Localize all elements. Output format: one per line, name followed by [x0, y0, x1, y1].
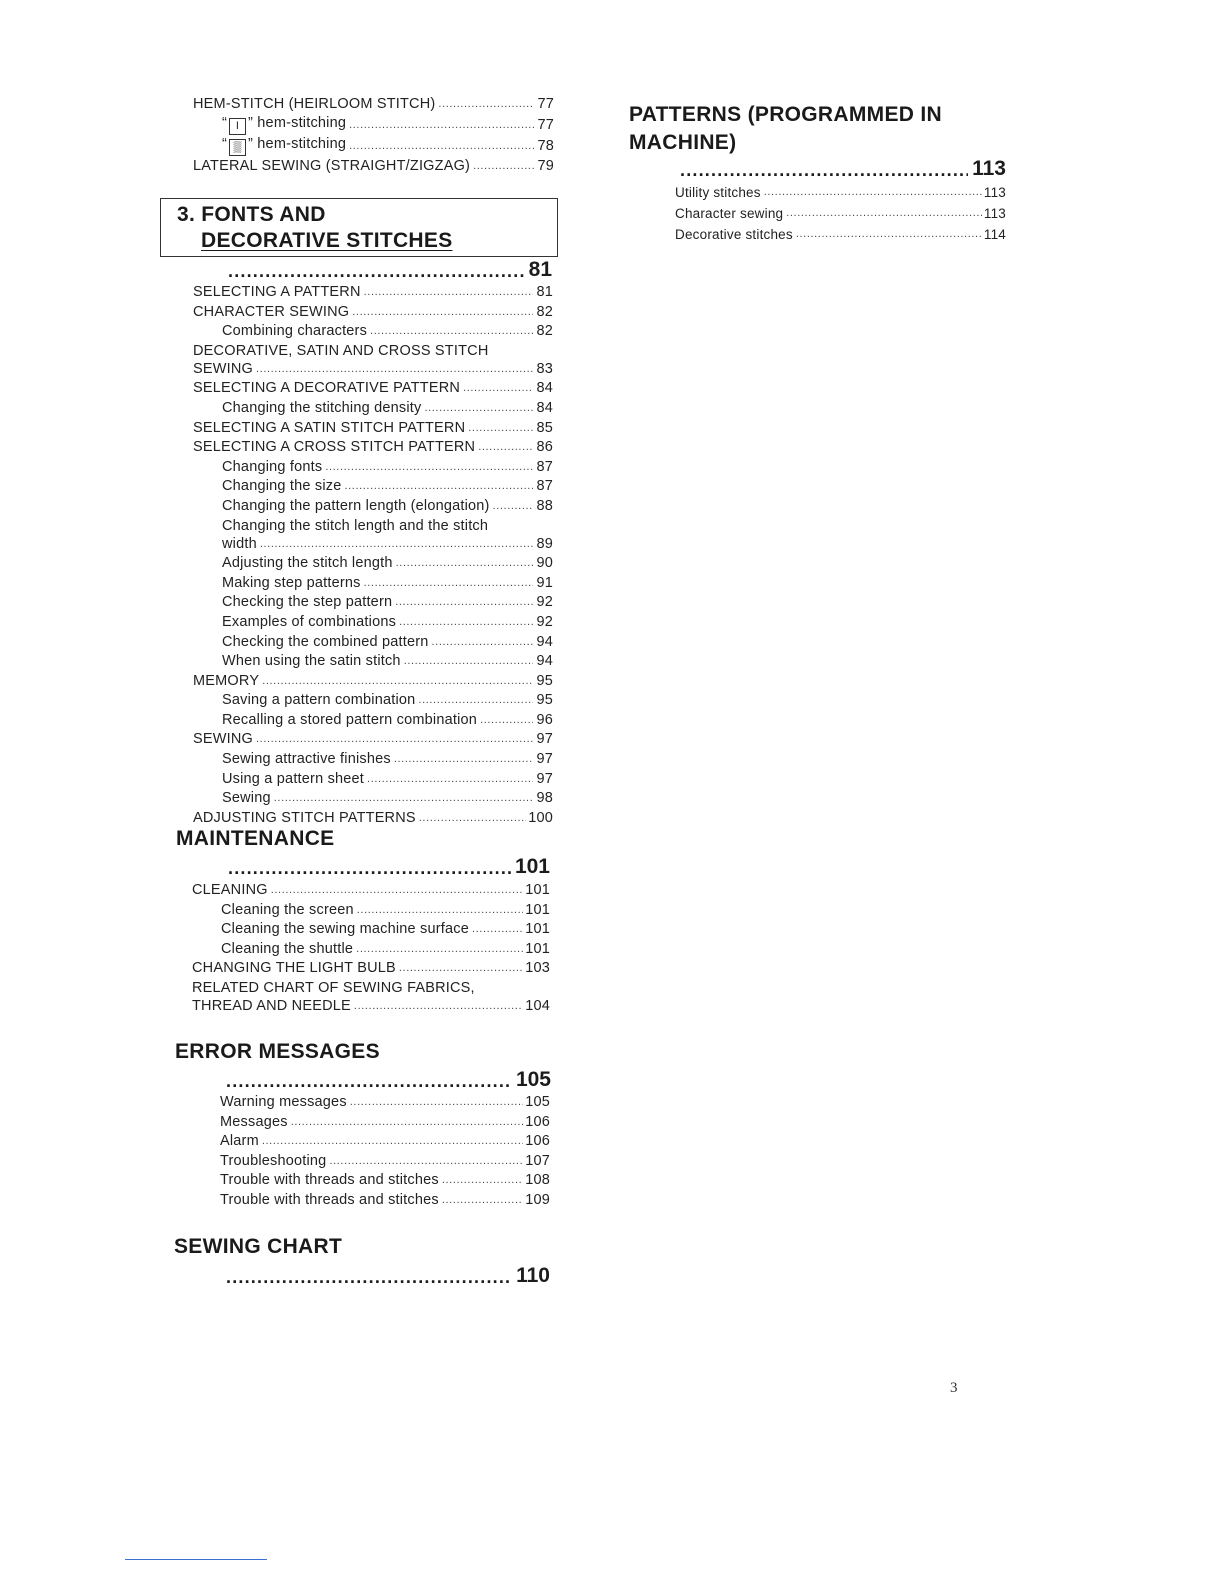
section-heading-maintenance: MAINTENANCE	[176, 827, 335, 850]
toc-entry-related-chart-of-sewing-fabrics[interactable]: THREAD AND NEEDLE ..... 104	[192, 996, 550, 1016]
error-messages-entries	[191, 1092, 550, 1210]
maintenance-entries	[192, 880, 550, 1016]
decorative-stitch-icon: ▒	[229, 139, 246, 156]
toc-entry-changing-the-light-bulb[interactable]: CHANGING THE LIGHT BULB ..... 103	[192, 958, 550, 978]
toc-entry-decorative-satin-and-cross-stitch-line1: DECORATIVE, SATIN AND CROSS STITCH	[193, 342, 489, 359]
patterns-entries	[675, 181, 1006, 244]
toc-entry-changing-fonts[interactable]: Changing fonts ..... 87	[193, 457, 553, 477]
toc-entry-lateral-sewing[interactable]: LATERAL SEWING (STRAIGHT/ZIGZAG) ..... 79	[193, 156, 554, 176]
section-heading-fonts: 3. FONTS AND DECORATIVE STITCHES	[177, 203, 453, 252]
toc-entry-selecting-a-cross-stitch-pattern[interactable]: SELECTING A CROSS STITCH PATTERN ..... 86	[193, 437, 553, 457]
section-heading-sewing-chart: SEWING CHART	[174, 1235, 343, 1258]
section-heading-patterns: PATTERNS (PROGRAMMED IN MACHINE)	[629, 103, 942, 154]
toc-entry-selecting-a-pattern[interactable]: SELECTING A PATTERN ..... 81	[193, 282, 553, 302]
toc-entry-changing-the-size[interactable]: Changing the size ..... 87	[193, 476, 553, 496]
toc-entry-trouble-with-threads-and-stitches[interactable]: Trouble with threads and stitches ..... 108	[191, 1170, 550, 1190]
fonts-section-entries	[193, 282, 553, 827]
toc-entry-warning-messages[interactable]: Warning messages ..... 105	[191, 1092, 550, 1112]
toc-entry-making-step-patterns[interactable]: Making step patterns ..... 91	[193, 573, 553, 593]
toc-entry-hem-stitching-1[interactable]: “ I ” hem-stitching ..... 77	[193, 114, 554, 135]
toc-entry-hem-stitching-2[interactable]: “ ▒ ” hem-stitching ..... 78	[193, 135, 554, 156]
toc-entry-messages[interactable]: Messages ..... 106	[191, 1112, 550, 1132]
toc-entry-sewing[interactable]: Sewing ..... 98	[193, 788, 553, 808]
toc-entry-checking-the-combined-pattern[interactable]: Checking the combined pattern ..... 94	[193, 632, 553, 652]
section-page-fonts: ..... 81	[228, 256, 552, 282]
toc-entry-trouble-with-threads-and-stitches[interactable]: Trouble with threads and stitches ..... 109	[191, 1190, 550, 1210]
toc-entry-cleaning-the-screen[interactable]: Cleaning the screen ..... 101	[192, 900, 550, 920]
toc-entry-changing-the-stitch-length-and-the-stitch-line1: Changing the stitch length and the stitch	[222, 517, 489, 534]
toc-entry-adjusting-the-stitch-length[interactable]: Adjusting the stitch length ..... 90	[193, 553, 553, 573]
toc-entry-saving-a-pattern-combination[interactable]: Saving a pattern combination ..... 95	[193, 690, 553, 710]
toc-entry-changing-the-pattern-length-elongation[interactable]: Changing the pattern length (elongation) ..... 88	[193, 496, 553, 516]
toc-entry-hem-stitch[interactable]: HEM-STITCH (HEIRLOOM STITCH) ..... 77	[193, 94, 554, 114]
toc-entry-related-chart-of-sewing-fabrics-line1: RELATED CHART OF SEWING FABRICS,	[192, 979, 475, 996]
toc-entry-character-sewing[interactable]: Character sewing ..... 113	[675, 202, 1006, 223]
section-page-error-messages: ..... 105	[226, 1066, 551, 1092]
toc-entry-utility-stitches[interactable]: Utility stitches ..... 113	[675, 181, 1006, 202]
toc-entry-combining-characters[interactable]: Combining characters ..... 82	[193, 321, 553, 341]
footer-rule	[125, 1559, 267, 1560]
toc-entry-recalling-a-stored-pattern-combination[interactable]: Recalling a stored pattern combination ..... 96	[193, 710, 553, 730]
toc-entry-checking-the-step-pattern[interactable]: Checking the step pattern ..... 92	[193, 592, 553, 612]
toc-entry-sewing[interactable]: SEWING ..... 97	[193, 729, 553, 749]
toc-entry-character-sewing[interactable]: CHARACTER SEWING ..... 82	[193, 302, 553, 322]
toc-entry-using-a-pattern-sheet[interactable]: Using a pattern sheet ..... 97	[193, 769, 553, 789]
toc-entry-selecting-a-satin-stitch-pattern[interactable]: SELECTING A SATIN STITCH PATTERN ..... 85	[193, 418, 553, 438]
section-page-maintenance: ..... 101	[228, 853, 550, 879]
toc-entry-sewing-attractive-finishes[interactable]: Sewing attractive finishes ..... 97	[193, 749, 553, 769]
toc-entry-cleaning[interactable]: CLEANING ..... 101	[192, 880, 550, 900]
section-page-sewing-chart: ..... 110	[226, 1262, 550, 1288]
straight-stitch-icon: I	[229, 118, 246, 135]
toc-entry-examples-of-combinations[interactable]: Examples of combinations ..... 92	[193, 612, 553, 632]
toc-entry-troubleshooting[interactable]: Troubleshooting ..... 107	[191, 1151, 550, 1171]
toc-entry-cleaning-the-sewing-machine-surface[interactable]: Cleaning the sewing machine surface ..... 101	[192, 919, 550, 939]
toc-entry-selecting-a-decorative-pattern[interactable]: SELECTING A DECORATIVE PATTERN ..... 84	[193, 378, 553, 398]
top-entries	[193, 94, 554, 175]
toc-entry-cleaning-the-shuttle[interactable]: Cleaning the shuttle ..... 101	[192, 939, 550, 959]
toc-entry-when-using-the-satin-stitch[interactable]: When using the satin stitch ..... 94	[193, 651, 553, 671]
toc-entry-changing-the-stitch-length-and-the-stitch[interactable]: width ..... 89	[193, 534, 553, 554]
toc-entry-decorative-stitches[interactable]: Decorative stitches ..... 114	[675, 223, 1006, 244]
toc-entry-decorative-satin-and-cross-stitch[interactable]: SEWING ..... 83	[193, 359, 553, 379]
toc-entry-alarm[interactable]: Alarm ..... 106	[191, 1131, 550, 1151]
page-number: 3	[950, 1380, 958, 1396]
toc-entry-memory[interactable]: MEMORY ..... 95	[193, 671, 553, 691]
toc-entry-changing-the-stitching-density[interactable]: Changing the stitching density ..... 84	[193, 398, 553, 418]
toc-entry-adjusting-stitch-patterns[interactable]: ADJUSTING STITCH PATTERNS ..... 100	[193, 808, 553, 828]
section-page-patterns: ..... 113	[680, 155, 1006, 181]
section-heading-error-messages: ERROR MESSAGES	[175, 1040, 380, 1063]
